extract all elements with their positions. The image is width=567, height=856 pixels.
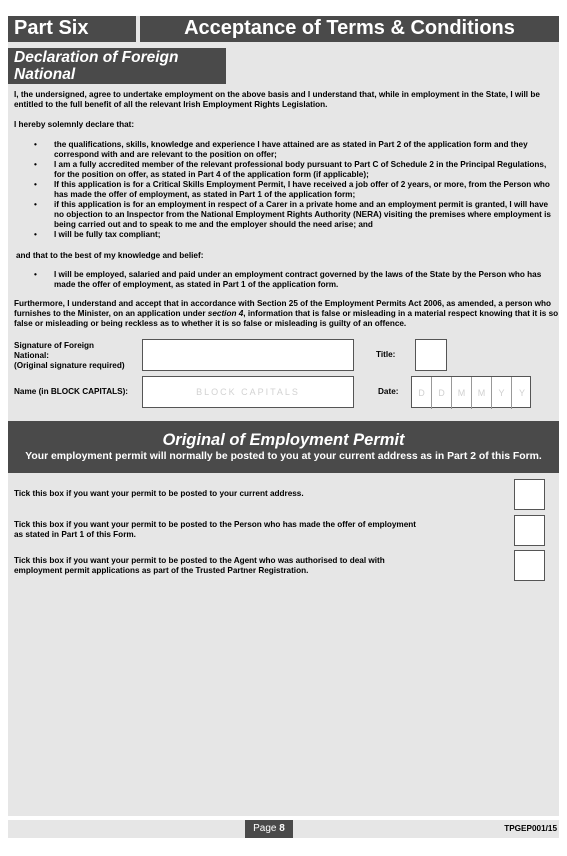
list-item: • I will be fully tax compliant; [34,230,161,239]
form-page [8,16,559,816]
name-field[interactable] [142,376,354,408]
date-year-2[interactable]: Y [518,388,525,398]
date-label: Date: [378,387,399,396]
header-divider [136,16,140,42]
title-field[interactable] [415,339,447,371]
permit-section-header [8,421,559,473]
page-header [8,16,559,42]
page-number: 8 [279,823,285,834]
declaration-list [14,140,559,240]
title-label: Title: [376,350,396,359]
signature-field[interactable] [142,339,354,371]
page-number-box: Page 8 [245,820,293,838]
bullet-icon: • [34,270,37,279]
bullet-icon: • [34,230,37,239]
belief-list [14,270,559,290]
list-item: • if this application is for an employment in respect of a Carer in a private home and an employment permit is granted, I will have no objection to an Inspector from the National Employment Rights Authority (NERA) visiting the premises where employment is being carried out and to speak to me and the employer should the need arise; and [34,200,551,229]
bullet-icon: • [34,180,37,189]
list-item: • I am a fully accredited member of the relevant professional body pursuant to Part C of Schedule 2 in the Principal Regulations, for the position on offer, as stated in Part 4 of the application form (if applicable); [34,160,547,179]
offence-statement: Furthermore, I understand and accept that in accordance with Section 25 of the Employment Permits Act 2006, as amended, a person who furnishes to the Minister, on an application under section 4, information that is false or misleading in a material respect knowing that it is so false or misleading or being reckless as to whether it is so false or misleading is guilty of an offence. [14,299,559,328]
page-title: Acceptance of Terms & Conditions [184,17,515,39]
permit-heading: Original of Employment Permit [162,431,405,449]
option-agent-text: Tick this box if you want your permit to be posted to the Agent who was authorised to deal with employment permit applications as part of the Trusted Partner Registration. [14,556,385,575]
agent-checkbox[interactable] [514,550,545,581]
date-year-1[interactable]: Y [492,377,512,409]
solemn-declaration-text: I hereby solemnly declare that: [14,120,135,129]
option-employer-text: Tick this box if you want your permit to be posted to the Person who has made the offer of employment as stated in Part 1 of this Form. [14,520,416,539]
bullet-icon: • [34,160,37,169]
option-current-address-text: Tick this box if you want your permit to be posted to your current address. [14,489,304,498]
belief-text: and that to the best of my knowledge and belief: [16,251,204,260]
date-field[interactable] [411,376,531,408]
declaration-heading: Declaration of Foreign National [14,49,179,83]
permit-subheading: Your employment permit will normally be posted to you at your current address as in Part 2 of this Form. [25,451,542,462]
declaration-intro: I, the undersigned, agree to undertake employment on the above basis and I understand that, while in employment in the State, I will be entitled to the full benefit of all the relevant Irish Employment Rights Legislation. [14,90,540,109]
date-month-1[interactable]: M [452,377,472,409]
list-item: • the qualifications, skills, knowledge and experience I have attained are as stated in Part 2 of the application form and they correspond with and are relevant to the position on offer; [34,140,528,159]
bullet-icon: • [34,140,37,149]
form-code: TPGEP001/15 [504,824,557,833]
date-day-1[interactable]: D [412,377,432,409]
declaration-heading-box [8,48,226,84]
employer-checkbox[interactable] [514,515,545,546]
list-item: • I will be employed, salaried and paid under an employment contract governed by the laws of the State by the Person who has made the offer of employment, as stated in Part 1 of the application form. [34,270,542,289]
bullet-icon: • [34,200,37,209]
current-address-checkbox[interactable] [514,479,545,510]
name-placeholder: BLOCK CAPITALS [196,387,300,397]
list-item: • If this application is for a Critical Skills Employment Permit, I have received a job offer of 2 years, or more, from the Person who has made the offer of employment, as stated in Part 1 of the application form; [34,180,550,199]
date-month-2[interactable]: M [472,377,492,409]
date-day-2[interactable]: D [432,377,452,409]
part-label: Part Six [14,17,89,39]
signature-label: Signature of Foreign National: (Original signature required) [14,341,125,370]
name-label: Name (in BLOCK CAPITALS): [14,387,129,396]
